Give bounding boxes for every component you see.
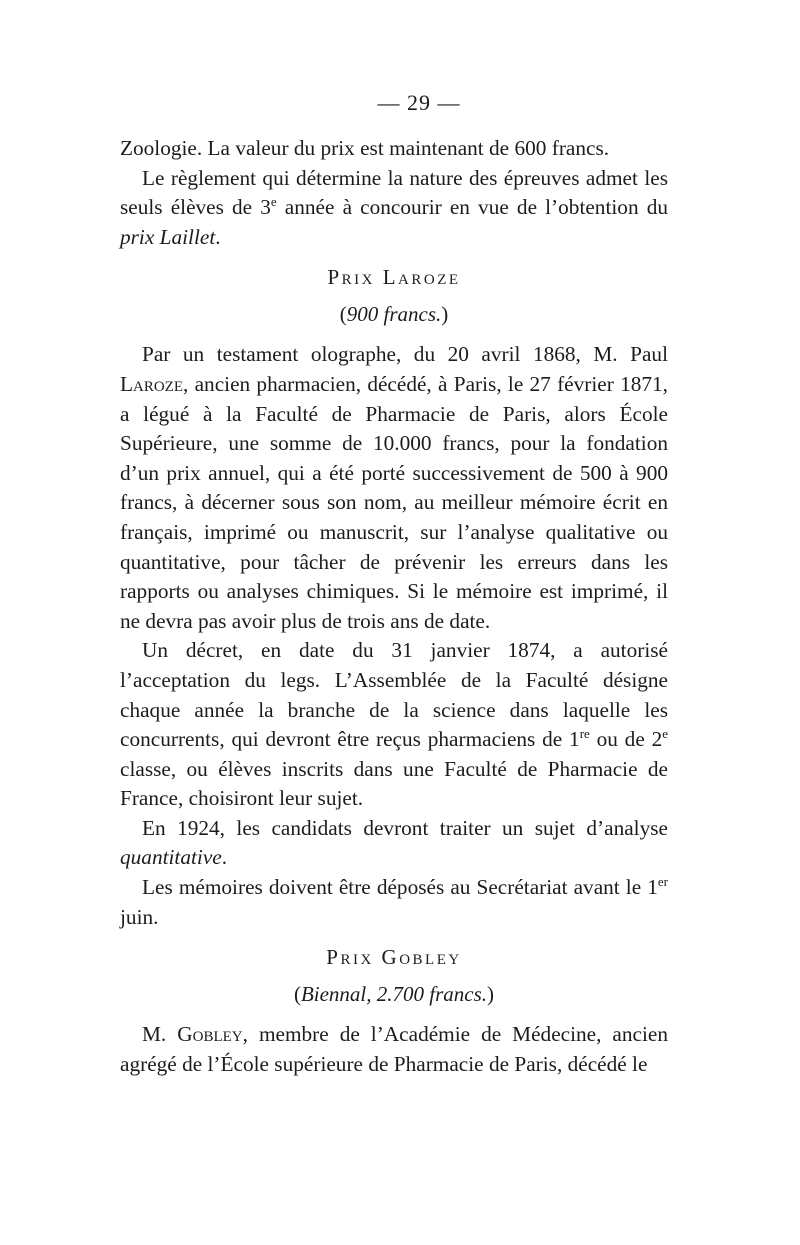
text-run: classe, ou élèves inscrits dans une Faculté de Pharmacie de France, choisiront leur sujet. [120, 756, 668, 811]
text-run: juin. [120, 904, 159, 929]
section-heading-laroze: Prix Laroze [327, 265, 461, 290]
italic-text: prix Laillet [120, 224, 216, 249]
paragraph-laroze-decret [120, 636, 668, 814]
superscript: e [662, 726, 668, 741]
superscript: e [270, 194, 277, 210]
text-run: Un décret, en date du 31 janvier 1874, a autorisé l’acceptation du legs. L’Assemblée de la Faculté désigne chaque année la branche de la science dans laquelle les concurrents, qui devront être reçus pharmaciens de 1 [120, 638, 668, 752]
text-run: Le règlement qui détermine la nature des épreuves admet les seuls élèves de 3 [120, 165, 668, 220]
prize-amount: Biennal, 2.700 francs. [300, 982, 488, 1007]
text-run: ou de 2 [589, 727, 663, 752]
paragraph-laroze-depot [120, 873, 668, 932]
paragraph-gobley [120, 1020, 668, 1079]
italic-text: quantitative [120, 845, 222, 870]
text-run: Les mémoires doivent être déposés au Secrétariat avant le 1 [142, 875, 658, 900]
paren-close: ) [487, 982, 495, 1007]
text-run: M. [142, 1022, 178, 1047]
prize-amount: 900 francs. [346, 302, 442, 327]
superscript: er [657, 873, 668, 889]
text-run: Zoologie. La valeur du prix est maintenant de 600 francs. [120, 136, 610, 160]
paragraph-laroze-1924 [120, 814, 668, 873]
paragraph-laroze-testament [120, 340, 668, 636]
person-name: Gobley [177, 1022, 243, 1047]
text-run: Par un testament olographe, du 20 avril 1868, M. Paul [142, 342, 668, 367]
section-heading-gobley: Prix Gobley [326, 945, 462, 970]
text-run: En 1924, les candidats devront traiter un sujet d’analyse [142, 815, 668, 840]
superscript: re [579, 726, 590, 741]
text-run: , membre de l’Académie de Médecine, ancien agrégé de l’École supérieure de Pharmacie de Paris, décédé le [120, 1022, 668, 1076]
page-number: — 29 — [377, 90, 461, 115]
paragraph-zoologie [120, 134, 668, 164]
text-run: année à concourir en vue de l’obtention du [276, 195, 668, 220]
paren-open: ( [339, 302, 347, 327]
paren-open: ( [293, 982, 301, 1007]
section-subheading-gobley [120, 979, 668, 1009]
text-run: . [215, 224, 221, 249]
paren-close: ) [441, 302, 449, 327]
section-subheading-laroze [120, 299, 668, 329]
text-run: . [221, 845, 228, 870]
person-name: Laroze [120, 371, 184, 396]
text-run: , ancien pharmacien, décédé, à Paris, le 27 février 1871, a légué à la Faculté de Pharmacie de Paris, alors École Supérieure, une somme de 10.000 francs, pour la fondation d’un prix annuel, qui a été porté successivement de 500 à 900 francs, à décerner sous son nom, au meilleur mémoire écrit en français, imprimé ou manuscrit, sur l’analyse qualitative ou quantitative, pour tâcher de prévenir les erreurs dans les rapports ou analyses chimiques. Si le mémoire est imprimé, il ne devra pas avoir plus de trois ans de date. [120, 371, 668, 633]
document-page [120, 88, 668, 1079]
paragraph-reglement [120, 164, 668, 253]
